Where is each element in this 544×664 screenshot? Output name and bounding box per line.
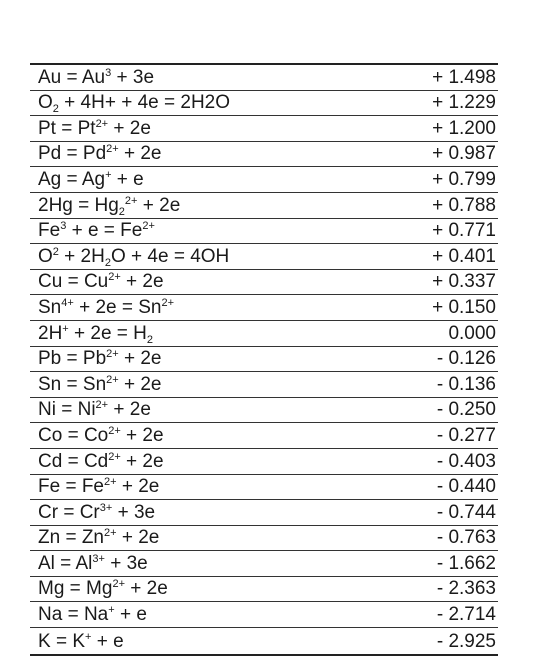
subscript: 2 (52, 103, 59, 116)
reaction-equation (38, 632, 124, 654)
subscript: 2 (146, 333, 154, 346)
reaction-text: + 2e (118, 348, 162, 370)
table-row (30, 475, 498, 501)
reaction-text: K = K (38, 630, 85, 652)
table-row (30, 91, 498, 117)
standard-potential-value: - 0.763 (436, 527, 496, 549)
standard-potential-value: + 0.401 (432, 245, 496, 267)
superscript: 2+ (106, 143, 119, 156)
table-row (30, 321, 498, 347)
table-row (30, 602, 498, 628)
reaction-text: + 3e (104, 552, 148, 574)
standard-potential-value: + 1.229 (432, 92, 496, 114)
reaction-text: + 4H+ + 4e = 2H2O (58, 92, 231, 114)
reaction-text: + e (111, 168, 144, 190)
superscript: 2+ (124, 194, 138, 207)
table-row (30, 167, 498, 193)
superscript: + (62, 322, 69, 335)
standard-potential-value: + 0.788 (432, 194, 496, 216)
table-row (30, 577, 498, 603)
table-row (30, 500, 498, 526)
reaction-text: Cr = Cr (38, 501, 100, 523)
reaction-equation (38, 93, 230, 115)
table-row (30, 116, 498, 142)
standard-potential-value: + 1.200 (432, 117, 496, 139)
reaction-text: Sn = Sn (38, 373, 107, 395)
reaction-equation (38, 221, 155, 243)
reaction-text: Cu = Cu (38, 271, 109, 293)
electrode-potential-table (30, 63, 498, 656)
reaction-text: Mg = Mg (38, 578, 113, 600)
reaction-equation (38, 605, 147, 627)
reaction-text: O (38, 245, 53, 267)
reaction-text: + 2e (137, 194, 181, 216)
superscript: 3+ (92, 552, 105, 565)
standard-potential-value: + 0.987 (432, 143, 496, 165)
table-row (30, 347, 498, 373)
reaction-text: + 2e = H (68, 322, 147, 344)
table-row (30, 372, 498, 398)
reaction-text: Na = Na (38, 604, 109, 626)
superscript: + (85, 630, 92, 643)
reaction-text: + 2e (118, 373, 162, 395)
reaction-text: Fe (38, 220, 61, 242)
superscript: 2+ (142, 220, 155, 233)
superscript: 2+ (108, 450, 121, 463)
reaction-text: + 3e (112, 501, 156, 523)
superscript: 2 (52, 245, 59, 258)
reaction-text: O + 4e = 4OH (110, 245, 230, 267)
reaction-text: + 2e (125, 578, 168, 600)
table-row (30, 65, 498, 91)
standard-potential-value: - 0.403 (436, 450, 496, 472)
reaction-text: + 2e (108, 399, 151, 421)
superscript: 3 (60, 220, 67, 233)
table-row (30, 398, 498, 424)
standard-potential-value: - 0.136 (436, 373, 496, 395)
standard-potential-value: + 0.771 (432, 220, 496, 242)
reaction-text: Al = Al (38, 552, 93, 574)
standard-potential-value: - 2.363 (436, 578, 496, 600)
reaction-text: + 2e (116, 476, 160, 498)
reaction-text: + 2e = Sn (73, 296, 162, 318)
superscript: 4+ (61, 296, 74, 309)
reaction-text: + 2e (120, 271, 164, 293)
standard-potential-value: 0.000 (448, 322, 496, 344)
reaction-equation (38, 170, 144, 192)
reaction-equation (38, 528, 159, 550)
reaction-text: Au = Au (38, 66, 106, 88)
reaction-equation (38, 400, 151, 422)
reaction-equation (38, 324, 153, 346)
subscript: 2 (104, 256, 111, 269)
reaction-equation (38, 196, 180, 218)
standard-potential-value: - 0.126 (436, 348, 496, 370)
superscript: 2+ (104, 476, 117, 489)
superscript: 3 (105, 66, 112, 79)
table-row (30, 219, 498, 245)
superscript: 2+ (112, 578, 125, 591)
reaction-text: O (38, 92, 53, 114)
superscript: + (108, 604, 115, 617)
superscript: 2+ (104, 527, 117, 540)
superscript: 3+ (99, 501, 113, 514)
reaction-text: Cd = Cd (38, 450, 109, 472)
reaction-equation (38, 298, 174, 320)
reaction-equation (38, 554, 148, 576)
standard-potential-value: - 0.744 (436, 501, 496, 523)
standard-potential-value: + 0.799 (432, 168, 496, 190)
standard-potential-value: + 1.498 (432, 66, 496, 88)
standard-potential-value: - 0.440 (436, 476, 496, 498)
reaction-text: + e (114, 604, 147, 626)
reaction-text: + 2e (116, 527, 160, 549)
reaction-equation (38, 503, 155, 525)
reaction-text: Co = Co (38, 424, 109, 446)
reaction-equation (38, 247, 229, 269)
subscript: 2 (118, 205, 125, 218)
reaction-equation (38, 426, 164, 448)
table-row (30, 244, 498, 270)
reaction-text: Zn = Zn (38, 527, 104, 549)
reaction-text: Fe = Fe (38, 476, 104, 498)
reaction-equation (38, 349, 161, 371)
standard-potential-value: - 0.250 (436, 399, 496, 421)
standard-potential-value: - 0.277 (436, 424, 496, 446)
table-row (30, 628, 498, 654)
reaction-text: Ag = Ag (38, 168, 106, 190)
reaction-text: + 2H (58, 245, 105, 267)
table-row (30, 526, 498, 552)
superscript: 2+ (106, 373, 119, 386)
reaction-equation (38, 272, 164, 294)
reaction-text: + 2e (120, 450, 164, 472)
reaction-equation (38, 452, 164, 474)
superscript: 2+ (95, 117, 109, 130)
standard-potential-value: + 0.150 (432, 296, 496, 318)
reaction-text: + 2e (108, 117, 151, 139)
reaction-text: Ni = Ni (38, 399, 96, 421)
reaction-text: 2H (38, 322, 63, 344)
superscript: 2+ (161, 296, 175, 309)
table-row (30, 295, 498, 321)
superscript: 2+ (108, 271, 121, 284)
reaction-text: + 2e (118, 143, 162, 165)
table-row (30, 193, 498, 219)
reaction-equation (38, 68, 154, 90)
reaction-equation (38, 119, 151, 141)
standard-potential-value: - 2.925 (436, 630, 496, 652)
reaction-equation (38, 579, 168, 601)
standard-potential-value: - 2.714 (436, 604, 496, 626)
reaction-text: + 2e (120, 424, 164, 446)
superscript: 2+ (106, 348, 119, 361)
superscript: 2+ (108, 424, 121, 437)
reaction-text: 2Hg = Hg (38, 194, 119, 216)
reaction-text: Pd = Pd (38, 143, 107, 165)
table-row (30, 551, 498, 577)
reaction-text: + e = Fe (66, 220, 143, 242)
table-row (30, 423, 498, 449)
reaction-equation (38, 477, 159, 499)
reaction-text: + e (91, 630, 124, 652)
reaction-equation (38, 144, 161, 166)
table-row (30, 449, 498, 475)
reaction-text: Sn (38, 296, 62, 318)
superscript: 2+ (95, 399, 109, 412)
table-row (30, 142, 498, 168)
standard-potential-value: - 1.662 (436, 552, 496, 574)
reaction-text: Pb = Pb (38, 348, 107, 370)
standard-potential-value: + 0.337 (432, 271, 496, 293)
reaction-text: Pt = Pt (38, 117, 96, 139)
superscript: + (105, 168, 112, 181)
reaction-equation (38, 375, 161, 397)
reaction-text: + 3e (111, 66, 155, 88)
table-row (30, 270, 498, 296)
